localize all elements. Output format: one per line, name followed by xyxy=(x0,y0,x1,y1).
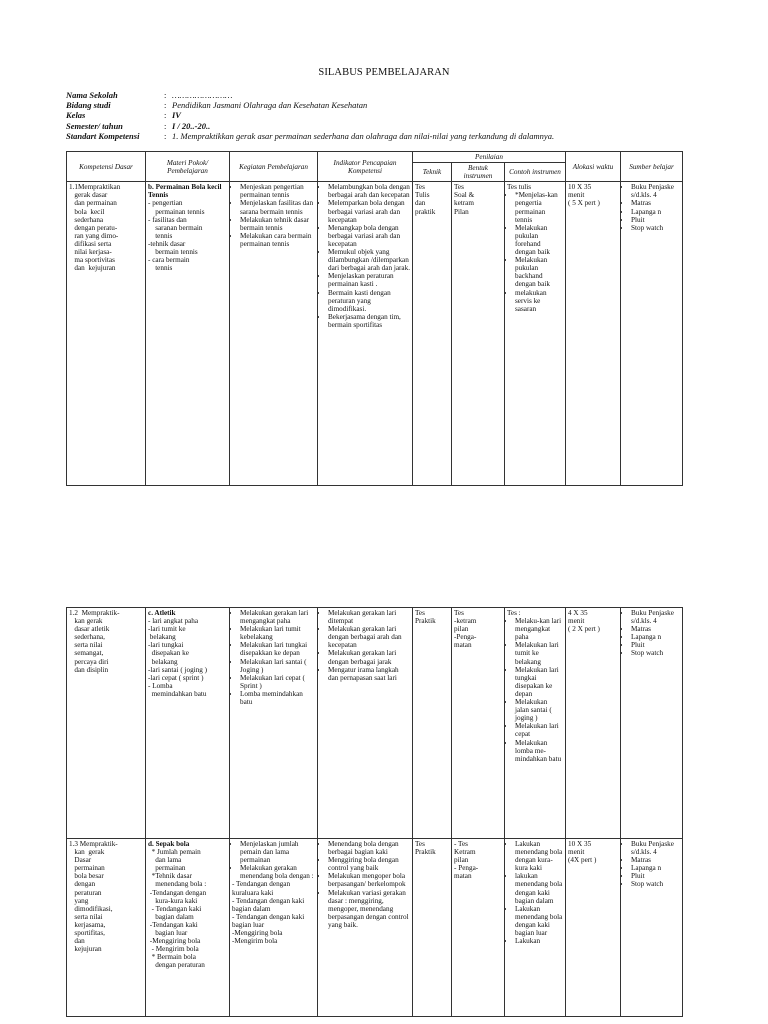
kegiatan-subitem: -Mengirim bola xyxy=(232,937,278,946)
page-title: SILABUS PEMBELAJARAN xyxy=(318,67,450,78)
list-item: • Pluit xyxy=(631,872,680,880)
alokasi-cell: 10 X 35 menit ( 5 X pert ) xyxy=(566,182,621,486)
list-item: • Menjelaskan jumlah pemain dan lama permainan xyxy=(240,840,315,864)
col-header-penilaian: Penilaian xyxy=(413,152,566,163)
list-item: • Menendang bola dengan berbagai bagian kaki xyxy=(328,840,410,856)
contoh-head: Tes : xyxy=(507,609,521,617)
list-item: • Melakukan gerakan lari mengangkat paha xyxy=(240,609,315,625)
list-item: • Lakukan menendang bola dengan kaki bagian luar xyxy=(515,905,563,937)
list-item: • Lakukan menendang bola dengan kura-kura kaki xyxy=(515,840,563,872)
list-item: • Melakukan lari tumit ke belakang xyxy=(515,641,563,665)
list-item: • Memukul objek yang dilambungkan /dilemparkan dari berbagai arah dan jarak. xyxy=(328,248,410,272)
indikator-cell xyxy=(318,608,413,839)
list-item: • Stop watch xyxy=(631,224,680,232)
contoh-cell xyxy=(505,839,566,1017)
list-item: • Matras xyxy=(631,625,680,633)
meta-value: 1. Mempraktikkan gerak asar permainan sederhana dan olahraga dan nilai-nilai yang terkandung di dalamnya. xyxy=(172,130,555,141)
table-row xyxy=(67,839,683,1017)
table-row xyxy=(67,608,683,839)
list-item: • Melambungkan bola dengan berbagai arah dan kecepatan xyxy=(328,183,410,199)
list-item: • Lomba memindahkan batu xyxy=(240,690,315,706)
contoh-cell xyxy=(505,182,566,486)
list-item: • Melakukan lari tungkai disepakkan ke depan xyxy=(240,641,315,657)
col-header-alokasi: Alokasi waktu xyxy=(566,152,621,182)
list-item: • Matras xyxy=(631,856,680,864)
teknik-cell: Tes Praktik xyxy=(413,839,452,1017)
meta-value: …………………… xyxy=(172,90,233,100)
col-header-bentuk: Bentuk instrumen xyxy=(452,163,505,182)
materi-cell xyxy=(146,839,230,1017)
materi-title: d. Sepak bola xyxy=(148,840,190,848)
list-item: • Melakukan gerakan menendang bola dengan : xyxy=(240,864,315,880)
list-item: • Menjeskan pengertian permainan tennis xyxy=(240,183,315,199)
syllabus-table-continued xyxy=(66,607,683,1017)
list-item: • lakukan menendang bola dengan kaki bagian dalam xyxy=(515,872,563,904)
materi-text: - pengertian permainan tennis - fasilitas dan saranan bermain tennis -tehnik dasar bermain tennis - cara bermain tennis xyxy=(148,199,205,273)
list-item: • Buku Penjaske s/d.kls. 4 xyxy=(631,183,680,199)
kd-cell: 1.1Mempraktikan gerak dasar dan permainan bola kecil sederhana dengan peratu- ran yang dimo- difikasi serta nilai kerjasa- ma sportivitas dan kejujuran xyxy=(67,182,146,486)
materi-cell xyxy=(146,608,230,839)
list-item: • *Menjelas-kan pengertia permainan tennis xyxy=(515,191,563,223)
list-item: • Melakukan gerakan lari dengan berbagai jarak xyxy=(328,649,410,665)
list-item: • Melakukan lari tungkai disepakan ke depan xyxy=(515,666,563,698)
list-item: • Pluit xyxy=(631,216,680,224)
list-item: • Melakukan lari cepat xyxy=(515,722,563,738)
col-header-sumber: Sumber belajar xyxy=(621,152,683,182)
col-header-kd: Kompetensi Dasar xyxy=(67,152,146,182)
list-item: • Melakukan tehnik dasar bermain tennis xyxy=(240,216,315,232)
col-header-indikator: Indikator Pencapaian Kompetensi xyxy=(318,152,413,182)
meta-label: Semester/ tahun xyxy=(66,120,123,131)
sumber-cell xyxy=(621,608,683,839)
kegiatan-subitem: - Tendangan dengan kaki bagian luar xyxy=(232,912,305,929)
list-item: • Buku Penjaske s/d.kls. 4 xyxy=(631,840,680,856)
meta-label: Bidang studi xyxy=(66,100,111,111)
teknik-cell: Tes Tulis dan praktik xyxy=(413,182,452,486)
list-item: • Buku Penjaske s/d.kls. 4 xyxy=(631,609,680,625)
meta-value: Pendidikan Jasmani Olahraga dan Kesehatan Kesehatan xyxy=(172,100,368,111)
materi-text: - lari angkat paha -lari tumit ke belakang -lari tungkai disepakan ke belakang -lari santai ( joging ) -lari cepat ( sprint ) - Lomba memindahkan batu xyxy=(148,617,208,698)
kegiatan-cell xyxy=(230,839,318,1017)
indikator-cell xyxy=(318,839,413,1017)
list-item: • Bekerjasama dengan tim, bermain sportifitas xyxy=(328,313,410,329)
col-header-contoh: Contoh instrumen xyxy=(505,163,566,182)
list-item: • Melakukan cara bermain permainan tennis xyxy=(240,232,315,248)
kegiatan-subitem: - Tendangan dengan kaki bagian dalam xyxy=(232,896,305,913)
col-header-materi: Materi Pokok/ Pembelajaran xyxy=(146,152,230,182)
list-item: • Stop watch xyxy=(631,649,680,657)
col-header-kegiatan: Kegiatan Pembelajaran xyxy=(230,152,318,182)
list-item: • Pluit xyxy=(631,641,680,649)
teknik-cell: Tes Praktik xyxy=(413,608,452,839)
list-item: • Menjelaskan fasilitas dan sarana bermain tennis xyxy=(240,199,315,215)
alokasi-cell: 10 X 35 menit (4X pert ) xyxy=(566,839,621,1017)
bentuk-cell: Tes Soal & ketram Pilan xyxy=(452,182,505,486)
list-item: • Melakukan lari cepat ( Sprint ) xyxy=(240,674,315,690)
table-row xyxy=(67,182,683,486)
kd-cell: 1.2 Mempraktik- kan gerak dasar atletik sederhana, serta nilai semangat, percaya diri dan disiplin xyxy=(67,608,146,839)
list-item: • Melakukan jalan santai ( joging ) xyxy=(515,698,563,722)
kegiatan-cell xyxy=(230,182,318,486)
list-item: • Lapanga n xyxy=(631,633,680,641)
meta-value: IV xyxy=(172,110,181,121)
list-item: • Stop watch xyxy=(631,880,680,888)
contoh-head: Tes tulis xyxy=(507,183,532,192)
list-item: • Melakukan pukulan forehand dengan baik xyxy=(515,224,563,256)
list-item: • Menjelaskan peraturan permainan kasti . xyxy=(328,272,410,288)
list-item: • Melakukan gerakan lari dengan berbagai arah dan kecepatan xyxy=(328,625,410,649)
meta-label: Kelas xyxy=(66,110,86,121)
materi-title: c. Atletik xyxy=(148,609,176,617)
list-item: • Menangkap bola dengan berbagai variasi arah dan kecepatan xyxy=(328,224,410,248)
list-item: • Melakukan variasi gerakan dasar : menggiring, mengoper, menendang berpasangan dengan control yang baik. xyxy=(328,889,410,929)
list-item: • Matras xyxy=(631,199,680,207)
list-item: • Melakukan lari santai ( Joging ) xyxy=(240,658,315,674)
contoh-cell xyxy=(505,608,566,839)
meta-label: Nama Sekolah xyxy=(66,90,118,100)
kegiatan-subitem: - Tendangan dengan kuraluara kaki xyxy=(232,880,291,897)
list-item: • Melakukan pukulan backhand dengan baik xyxy=(515,256,563,288)
col-header-teknik: Teknik xyxy=(413,163,452,182)
bentuk-cell: Tes -ketram pilan -Penga- matan xyxy=(452,608,505,839)
list-item: • Lapanga n xyxy=(631,208,680,216)
list-item: • Melakukan lari tumit kebelakang xyxy=(240,625,315,641)
list-item: • Melakukan lomba me-mindahkan batu xyxy=(515,739,563,763)
list-item: • Mengatur irama langkah dan pernapasan saat lari xyxy=(328,666,410,682)
list-item: • Melakukan mengoper bola berpasangan/ berkelompok xyxy=(328,872,410,888)
materi-title: b. Permainan Bola kecil Tennis xyxy=(148,183,222,200)
meta-label: Standart Kompetensi xyxy=(66,130,140,141)
materi-cell xyxy=(146,182,230,486)
indikator-cell xyxy=(318,182,413,486)
kegiatan-cell xyxy=(230,608,318,839)
list-item: • Lapanga n xyxy=(631,864,680,872)
list-item: • Bermain kasti dengan peraturan yang dimodifikasi. xyxy=(328,289,410,313)
alokasi-cell: 4 X 35 menit ( 2 X pert ) xyxy=(566,608,621,839)
list-item: • Melakukan gerakan lari ditempat xyxy=(328,609,410,625)
list-item: • Melemparkan bola dengan berbagai variasi arah dan kecepatan xyxy=(328,199,410,223)
list-item: • melakukan servis ke sasaran xyxy=(515,289,563,313)
list-item: • Lakukan xyxy=(515,937,563,945)
kegiatan-subitem: -Menggiring bola xyxy=(232,929,283,938)
list-item: • Menggiring bola dengan control yang baik xyxy=(328,856,410,872)
sumber-cell xyxy=(621,839,683,1017)
kd-cell: 1.3 Mempraktik- kan gerak Dasar permainan bola besar dengan peraturan yang dimodifikasi, serta nilai kerjasama, sportifitas, dan kejujuran xyxy=(67,839,146,1017)
bentuk-cell: - Tes Ketram pilan - Penga- matan xyxy=(452,839,505,1017)
list-item: • Melaku-kan lari mengangkat paha xyxy=(515,617,563,641)
meta-value: I / 20..-20.. xyxy=(172,120,211,131)
materi-text: * Jumlah pemain dan lama permainan *Tehnik dasar menendang bola : -Tendangan dengan kura-kura kaki - Tendangan kaki bagian dalam -Tendangan kaki bagian luar -Menggiring bola - Mengirim bola * Bermain bola dengan peraturan xyxy=(149,848,207,970)
sumber-cell xyxy=(621,182,683,486)
syllabus-table xyxy=(66,151,683,486)
